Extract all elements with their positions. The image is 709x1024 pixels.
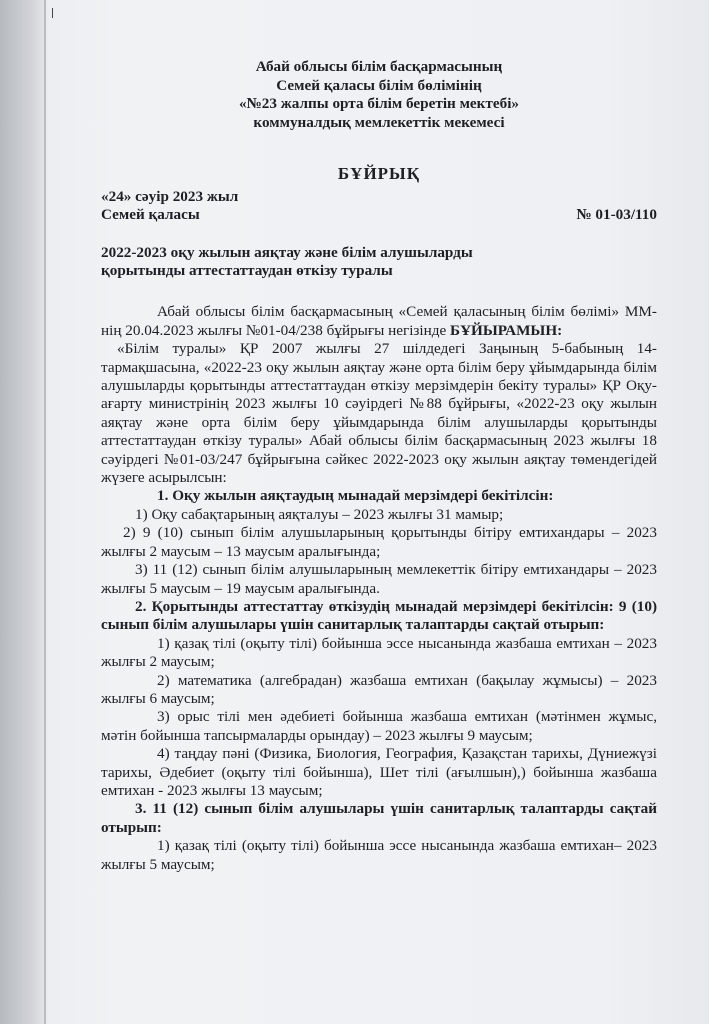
order-date: «24» сәуір 2023 жыл xyxy=(101,187,239,205)
section-1-item-1: 1) Оқу сабақтарының аяқталуы – 2023 жылғы 31 мамыр; xyxy=(135,505,504,523)
order-city: Семей қаласы xyxy=(101,206,200,224)
section-2-item-2: 2) математика (алгебрадан) жазбаша емтихан (бақылау жұмысы) – 2023 жылғы 6 маусым; xyxy=(101,671,657,707)
section-1-item-2: 2) 9 (10) сынып білім алушыларының қорытынды бітіру емтихандары – 2023 жылғы 2 маусым – 13 маусым аралығында; xyxy=(101,524,657,560)
order-directive: БҰЙЫРАМЫН: xyxy=(450,321,563,339)
section-2-item-4: 4) таңдау пәні (Физика, Биология, География, Қазақстан тарихы, Дүниежүзі тарихы, Әдебиет (оқыту тілі бойынша), Шет тілі (ағылшын),) бойынша жазбаша емтихан - 2023 жылғы 13 маусым; xyxy=(101,745,657,799)
document-body xyxy=(101,58,657,874)
order-city-number-row xyxy=(101,206,657,224)
letterhead-line-2: Семей қаласы білім бөлімінің xyxy=(276,76,482,94)
section-2-title: 2. Қорытынды аттестаттау өткізудің мынадай мерзімдері бекітілсін: 9 (10) сынып білім алушылары үшін санитарлық талаптарды сақтай отырып: xyxy=(101,597,657,634)
section-3-title: 3. 11 (12) сынып білім алушылары үшін санитарлық талаптарды сақтай отырып: xyxy=(101,800,657,836)
section-1-item-3: 3) 11 (12) сынып білім алушыларының мемлекеттік бітіру емтихандары – 2023 жылғы 5 маусым – 19 маусым аралығында. xyxy=(101,561,657,597)
section-1-title: 1. Оқу жылын аяқтаудың мынадай мерзімдері бекітілсін: xyxy=(157,487,554,505)
section-2-item-1: 1) қазақ тілі (оқыту тілі) бойынша эссе нысанында жазбаша емтихан – 2023 жылғы 2 маусым; xyxy=(101,634,657,671)
letterhead-line-3: «№23 жалпы орта білім беретін мектебі» xyxy=(238,95,520,113)
section-3-item-1: 1) қазақ тілі (оқыту тілі) бойынша эссе нысанында жазбаша емтихан– 2023 жылғы 5 маусым; xyxy=(101,837,657,873)
subject-line-2: қорытынды аттестаттаудан өткізу туралы xyxy=(101,262,393,279)
order-subject xyxy=(101,244,657,281)
section-2-item-3: 3) орыс тілі мен әдебиеті бойынша жазбаша емтихан (мәтінмен жұмыс, мәтін бойынша тапсырмаларды орындау) – 2023 жылғы 9 маусым; xyxy=(101,708,657,744)
order-title: БҰЙРЫҚ xyxy=(337,164,421,184)
page-binding-edge xyxy=(0,0,46,1024)
intro-paragraph xyxy=(101,303,657,340)
letterhead-line-1: Абай облысы білім басқармасының xyxy=(255,58,503,75)
letterhead xyxy=(101,58,657,132)
margin-mark xyxy=(52,8,53,18)
order-number: № 01-03/110 xyxy=(576,206,657,224)
basis-paragraph: «Білім туралы» ҚР 2007 жылғы 27 шілдедегі Заңының 5-бабының 14-тармақшасына, «2022-23 оқу жылын аяқтау және орта білім беру ұйымдарында білім алушыларды қорытынды аттестаттаудан өткізу мерзімдерін бекіту туралы» ҚР Оқу-ағарту министрінің 2023 жылғы 10 сәуірдегі №88 бұйрығы, «2022-23 оқу жылын аяқтау және орта білім беру ұйымдарында білім алушыларды қорытынды аттестаттаудан өткізу туралы» Абай облысы білім басқармасының 2023 жылғы 18 сәуірдегі №01-03/247 бұйрығына сәйкес 2022-2023 оқу жылын аяқтау төмендегідей жүзеге асырылсын: xyxy=(101,340,657,487)
subject-line-1: 2022-2023 оқу жылын аяқтау және білім алушыларды xyxy=(101,243,473,261)
intro-text: Абай облысы білім басқармасының «Семей қаласының білім бөлімі» ММ-нің 20.04.2023 жылғы №01-04/238 бұйрығы негізінде xyxy=(101,303,657,339)
page-fold-line xyxy=(44,0,46,1024)
letterhead-line-4: коммуналдық мемлекеттік мекемесі xyxy=(253,113,505,131)
